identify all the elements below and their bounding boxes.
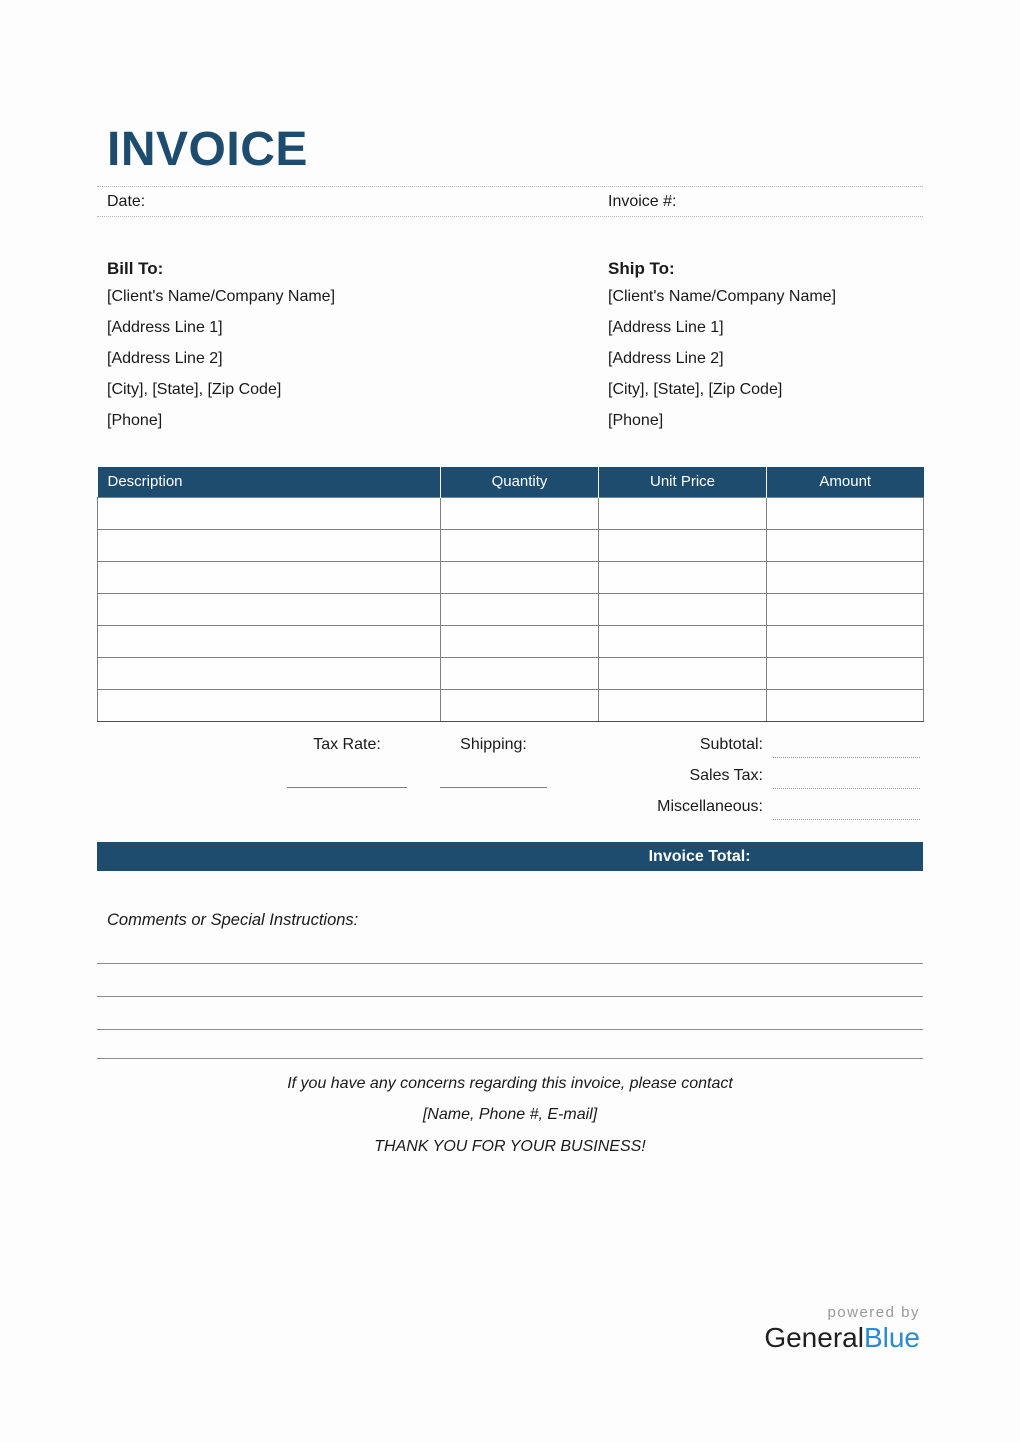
table-cell[interactable]	[98, 689, 441, 721]
column-header-quantity: Quantity	[441, 467, 599, 497]
table-row	[98, 593, 924, 625]
bill-to-heading: Bill To:	[107, 259, 164, 278]
table-cell[interactable]	[441, 657, 599, 689]
comment-line[interactable]	[97, 964, 923, 997]
table-cell[interactable]	[98, 625, 441, 657]
ship-to-client-name[interactable]: [Client's Name/Company Name]	[608, 288, 837, 305]
table-row	[98, 561, 924, 593]
ship-to-heading: Ship To:	[608, 259, 675, 278]
bill-to-address-line-2[interactable]: [Address Line 2]	[107, 350, 223, 367]
items-table-header-row	[98, 467, 924, 497]
table-cell[interactable]	[767, 561, 924, 593]
table-cell[interactable]	[599, 497, 767, 529]
ship-to-city-state-zip[interactable]: [City], [State], [Zip Code]	[608, 381, 783, 398]
powered-by-text: powered by	[827, 1304, 920, 1321]
ship-to-address-line-2[interactable]: [Address Line 2]	[608, 350, 724, 367]
footer-contact-note: If you have any concerns regarding this invoice, please contact	[287, 1074, 733, 1092]
table-cell[interactable]	[767, 529, 924, 561]
table-cell[interactable]	[599, 529, 767, 561]
meta-row	[97, 186, 923, 217]
table-row	[98, 529, 924, 561]
table-cell[interactable]	[441, 561, 599, 593]
table-cell[interactable]	[767, 657, 924, 689]
addresses-section	[97, 257, 923, 432]
bill-to-client-name[interactable]: [Client's Name/Company Name]	[107, 288, 336, 305]
shipping-label: Shipping:	[460, 735, 527, 753]
table-cell[interactable]	[599, 561, 767, 593]
table-row	[98, 657, 924, 689]
table-cell[interactable]	[441, 689, 599, 721]
table-cell[interactable]	[599, 593, 767, 625]
comment-line[interactable]	[97, 930, 923, 964]
page-title: INVOICE	[107, 123, 308, 176]
ship-to-block	[608, 257, 1008, 436]
table-cell[interactable]	[98, 561, 441, 593]
date-label: Date:	[107, 193, 146, 210]
column-header-amount: Amount	[767, 467, 924, 497]
table-cell[interactable]	[441, 593, 599, 625]
miscellaneous-field[interactable]	[773, 798, 920, 820]
branding-block	[764, 1304, 920, 1354]
table-cell[interactable]	[441, 529, 599, 561]
table-cell[interactable]	[98, 497, 441, 529]
bill-to-block	[107, 257, 507, 436]
items-table-body	[98, 497, 924, 721]
table-cell[interactable]	[599, 657, 767, 689]
table-cell[interactable]	[98, 593, 441, 625]
bill-to-city-state-zip[interactable]: [City], [State], [Zip Code]	[107, 381, 282, 398]
comments-area	[97, 930, 923, 1059]
miscellaneous-label: Miscellaneous:	[657, 797, 763, 815]
table-row	[98, 689, 924, 721]
bill-to-address-line-1[interactable]: [Address Line 1]	[107, 319, 223, 336]
table-row	[98, 625, 924, 657]
totals-section	[97, 736, 923, 840]
sales-tax-field[interactable]	[773, 767, 920, 789]
comment-line[interactable]	[97, 1030, 923, 1059]
table-cell[interactable]	[767, 593, 924, 625]
table-cell[interactable]	[98, 657, 441, 689]
subtotal-field[interactable]	[773, 736, 920, 758]
table-cell[interactable]	[599, 689, 767, 721]
brand-name-blue: Blue	[863, 1322, 920, 1353]
invoice-total-bar	[97, 842, 923, 871]
sales-tax-label: Sales Tax:	[689, 766, 763, 784]
comments-label: Comments or Special Instructions:	[107, 910, 359, 929]
table-cell[interactable]	[767, 625, 924, 657]
column-header-unit-price: Unit Price	[599, 467, 767, 497]
bill-to-phone[interactable]: [Phone]	[107, 412, 163, 429]
invoice-number-label: Invoice #:	[608, 193, 677, 210]
ship-to-phone[interactable]: [Phone]	[608, 412, 664, 429]
table-row	[98, 497, 924, 529]
table-cell[interactable]	[767, 689, 924, 721]
invoice-number-value-field[interactable]	[697, 187, 917, 217]
general-blue-logo	[764, 1322, 920, 1354]
items-table	[97, 467, 924, 722]
brand-name-general: General	[764, 1322, 864, 1353]
footer-contact-placeholder[interactable]: [Name, Phone #, E-mail]	[422, 1105, 598, 1123]
tax-rate-label: Tax Rate:	[313, 735, 381, 753]
table-cell[interactable]	[98, 529, 441, 561]
table-cell[interactable]	[441, 497, 599, 529]
table-cell[interactable]	[441, 625, 599, 657]
invoice-document	[97, 122, 923, 1353]
comment-line[interactable]	[97, 997, 923, 1030]
table-cell[interactable]	[767, 497, 924, 529]
subtotal-label: Subtotal:	[699, 735, 763, 753]
column-header-description: Description	[98, 467, 441, 497]
invoice-total-label: Invoice Total:	[648, 847, 751, 865]
footer-thanks-note: THANK YOU FOR YOUR BUSINESS!	[374, 1137, 646, 1155]
date-value-field[interactable]	[167, 187, 587, 217]
table-cell[interactable]	[599, 625, 767, 657]
ship-to-address-line-1[interactable]: [Address Line 1]	[608, 319, 724, 336]
